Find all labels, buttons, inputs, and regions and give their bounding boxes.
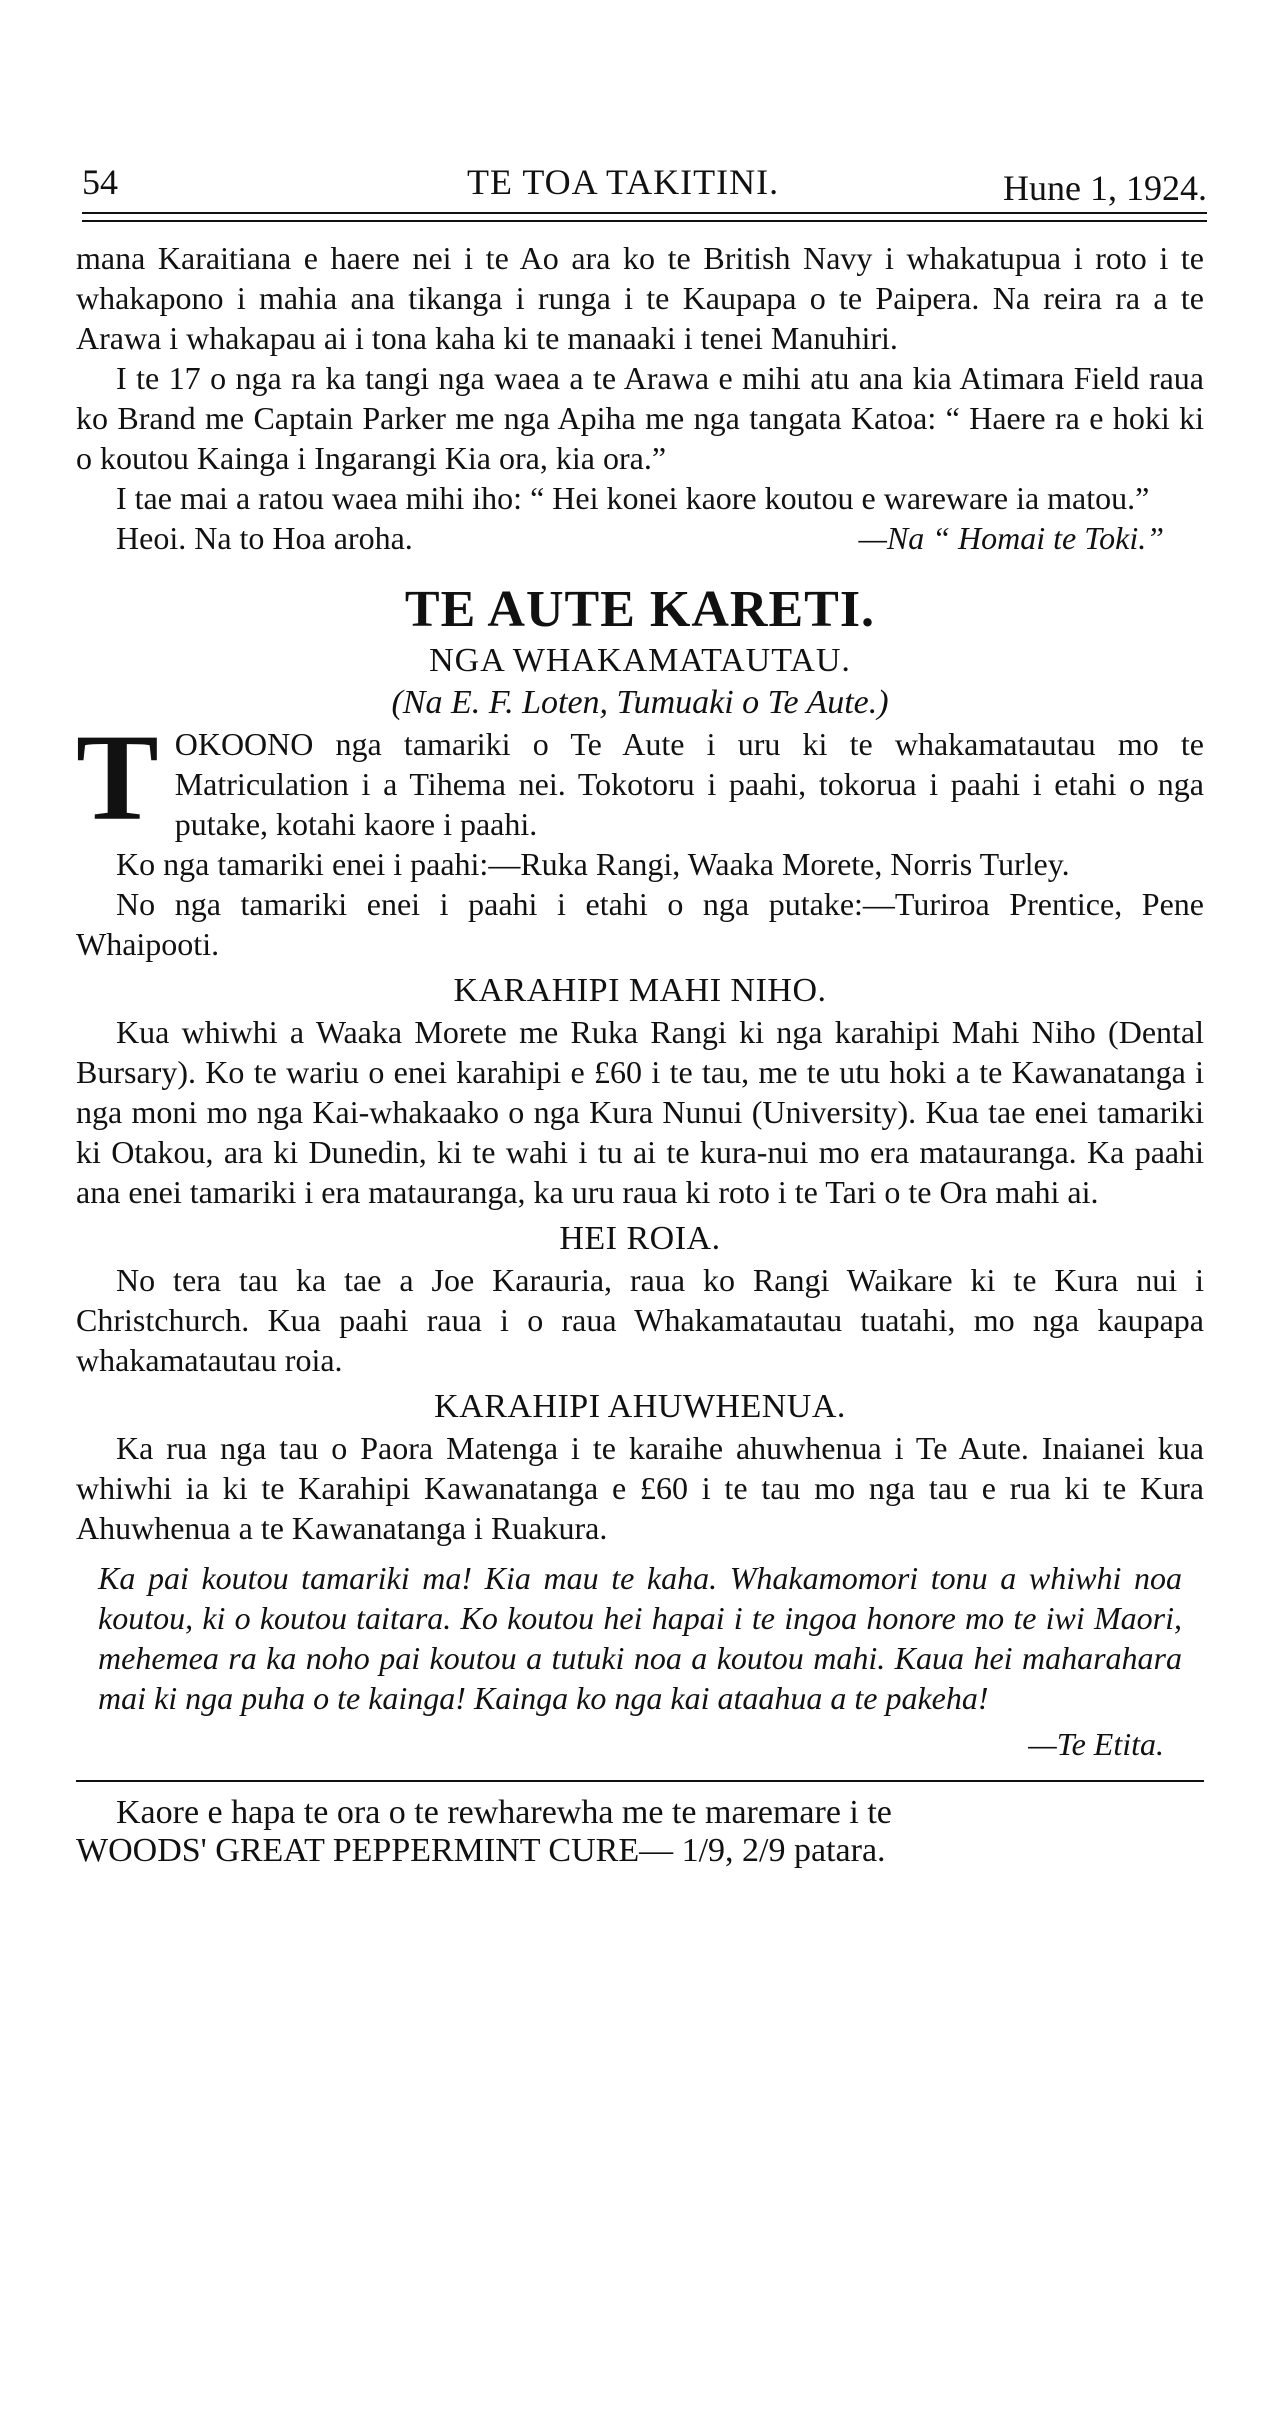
letter-signature: —Na “ Homai te Toki.” [858, 520, 1164, 556]
editor-signature: —Te Etita. [1028, 1726, 1164, 1762]
advertisement-rule [76, 1780, 1204, 1782]
journal-title: TE TOA TAKITINI. [467, 162, 780, 202]
page-number: 54 [82, 162, 118, 202]
article-paragraph: No nga tamariki enei i paahi i etahi o nga putake:—Turiroa Prentice, Pene Whaipooti. [76, 886, 1204, 962]
running-header [82, 160, 1207, 208]
advertisement-product-line: WOODS' GREAT PEPPERMINT CURE— 1/9, 2/9 patara. [76, 1832, 886, 1869]
letter-paragraph: mana Karaitiana e haere nei i te Ao ara ko te British Navy i whakatupua i roto i te whakapono i mahia ana tikanga i runga i te Kaupapa o te Paipera. Na reira ra a te Arawa i whakapau ai i tona kaha ki te manaaki i tenei Manuhiri. [76, 240, 1204, 356]
letter-paragraph: I te 17 o nga ra ka tangi nga waea a te Arawa e mihi atu ana kia Atimara Field raua ko Brand me Captain Parker me nga Apiha me nga tangata Katoa: “ Haere ra e hoki ki o koutou Kainga i Ingarangi Kia ora, kia ora.” [76, 360, 1204, 476]
advertisement-line: Kaore e hapa te ora o te rewharewha me te maremare i te [116, 1794, 892, 1831]
article-byline: (Na E. F. Loten, Tumuaki o Te Aute.) [391, 684, 889, 721]
section-text-bursary: Kua whiwhi a Waaka Morete me Ruka Rangi ki nga karahipi Mahi Niho (Dental Bursary). Ko te wariu o enei karahipi e £60 i te tau, me te utu hoki a te Kawanatanga i nga moni mo nga Kai-whakaako o nga Kura Nunui (University). Kua tae enei tamariki ki Otakou, ara ki Dunedin, ki te wahi i tu ai te kura-nui mo era matauranga. Ka paahi ana enei tamariki i era matauranga, ka uru raua ki roto i te Tari o te Ora mahi ai. [76, 1014, 1204, 1210]
page-body [76, 238, 1204, 1870]
article-opening-paragraph [76, 709, 1204, 846]
issue-date: Hune 1, 1924. [1003, 168, 1207, 208]
section-heading-law: HEI ROIA. [559, 1220, 721, 1257]
advertisement [76, 1794, 1204, 1870]
editor-note: Ka pai koutou tamariki ma! Kia mau te kaha. Whakamomori tonu a whiwhi noa koutou, ki o koutou taitara. Ko koutou hei hapai i te ingoa honore mo te iwi Maori, mehemea ra ka noho pai koutou a tutuki noa a koutou mahi. Kaua hei maharahara mai ki nga puha o te kainga! Kainga ko nga kai ataahua a te pakeha! [98, 1560, 1182, 1716]
drop-cap: T [76, 709, 159, 846]
header-rule-double [82, 220, 1207, 222]
article-paragraph: Ko nga tamariki enei i paahi:—Ruka Rangi, Waaka Morete, Norris Turley. [116, 846, 1070, 882]
letter-signoff [76, 518, 1204, 558]
section-heading-agriculture: KARAHIPI AHUWHENUA. [434, 1388, 846, 1425]
article-paragraph: OKOONO nga tamariki o Te Aute i uru ki te whakamatautau mo te Matriculation i a Tihema nei. Tokotoru i paahi, tokorua i paahi i etahi o nga putake, kotahi kaore i paahi. [174, 726, 1204, 842]
article-subtitle: NGA WHAKAMATAUTAU. [429, 642, 851, 679]
section-text-law: No tera tau ka tae a Joe Karauria, raua ko Rangi Waikare ki te Kura nui i Christchurch. Kua paahi raua i o raua Whakamatautau tuatahi, mo nga kaupapa whakamatautau roia. [76, 1262, 1204, 1378]
letter-paragraph: I tae mai a ratou waea mihi iho: “ Hei konei kaore koutou e wareware ia matou.” [116, 480, 1150, 516]
section-heading-bursary: KARAHIPI MAHI NIHO. [453, 972, 827, 1009]
header-rule [82, 212, 1207, 214]
letter-closing: Heoi. Na to Hoa aroha. [116, 520, 413, 556]
article-title: TE AUTE KARETI. [404, 581, 876, 638]
section-text-agriculture: Ka rua nga tau o Paora Matenga i te karaihe ahuwhenua i Te Aute. Inaianei kua whiwhi ia ki te Karahipi Kawanatanga e £60 i te tau mo nga tau e rua ki te Kura Ahuwhenua a te Kawanatanga i Ruakura. [76, 1430, 1204, 1546]
